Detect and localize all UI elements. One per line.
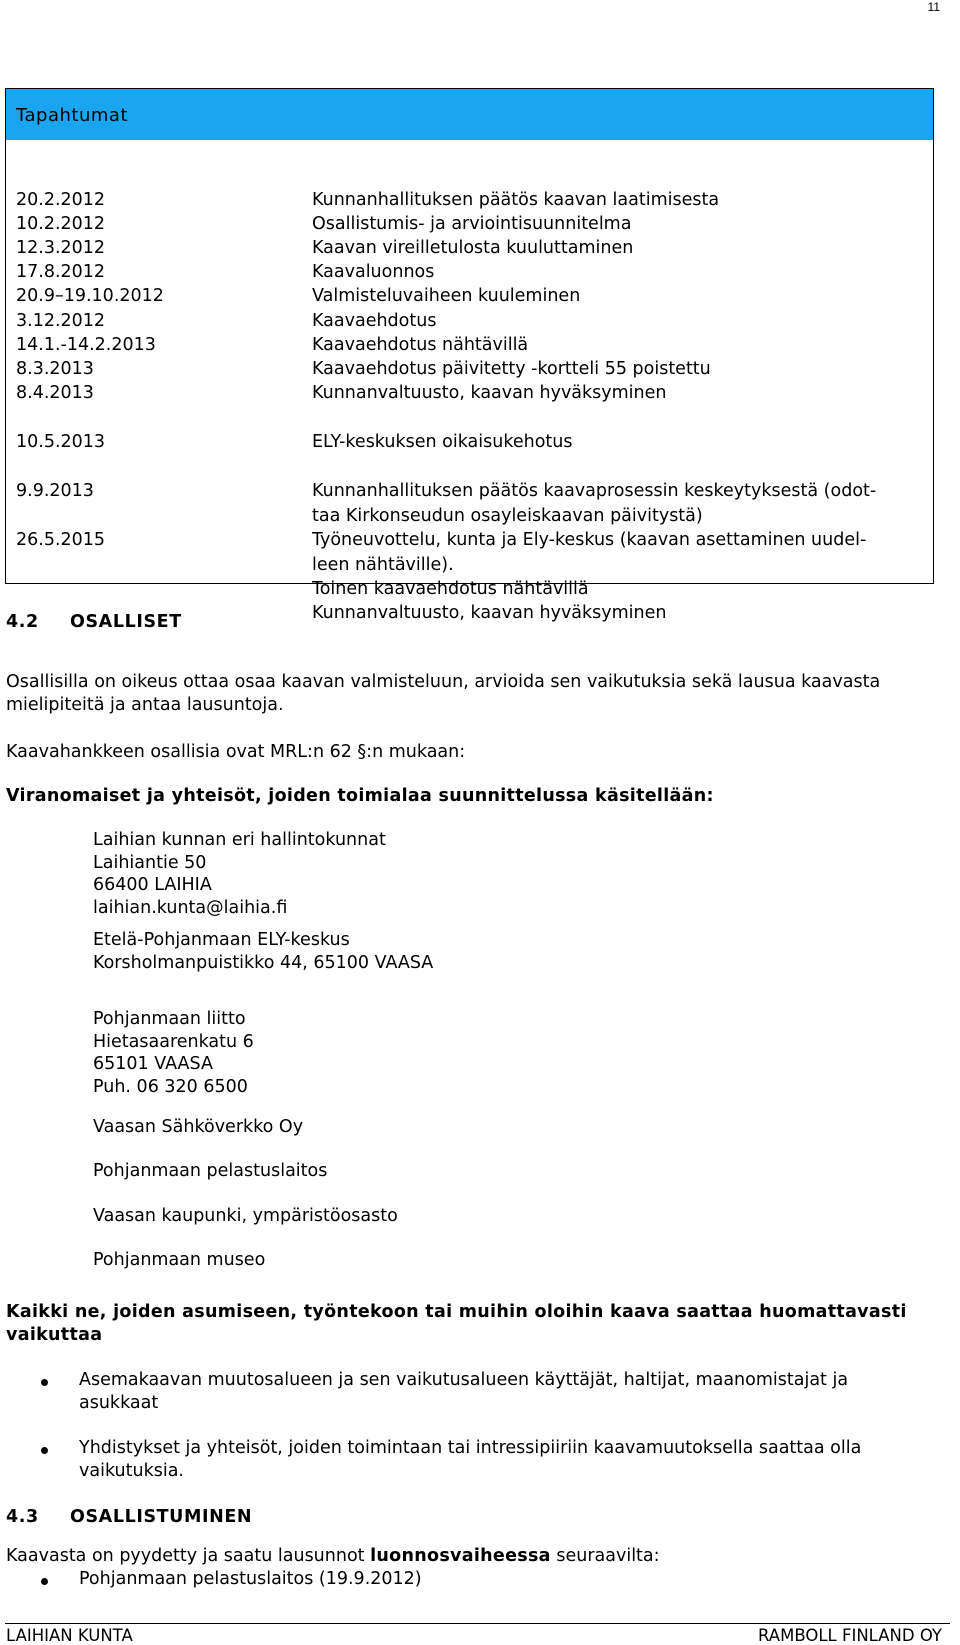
statements-text-bold: luonnosvaiheessa (370, 1546, 551, 1566)
bullet-text: Asemakaavan muutosalueen ja sen vaikutusalueen käyttäjät, haltijat, maanomistajat ja asukkaat (79, 1370, 849, 1413)
event-description: Osallistumis- ja arviointisuunnitelma (312, 214, 632, 234)
footer-right: RAMBOLL FINLAND OY (758, 1626, 942, 1645)
section-number: 4.3 (6, 1507, 39, 1527)
authority-block (93, 1205, 398, 1228)
authority-block (93, 929, 433, 974)
affected-heading: Kaikki ne, joiden asumiseen, työntekoon tai muihin oloihin kaava saattaa huomattavasti vaikuttaa (6, 1302, 907, 1345)
intro-paragraph: Osallisilla on oikeus ottaa osaa kaavan valmisteluun, arvioida sen vaikutuksia sekä lausua kaavasta mielipiteitä ja antaa lausuntoja. (6, 672, 881, 715)
statements-bullet-list (6, 1568, 926, 1591)
authority-line: 65101 VAASA (93, 1054, 213, 1074)
events-table-title: Tapahtumat (16, 105, 128, 126)
section-title: OSALLISET (70, 612, 182, 632)
footer-divider (5, 1623, 950, 1624)
statements-text-after: seuraavilta: (550, 1546, 660, 1566)
statements-paragraph (6, 1545, 936, 1568)
event-description: Kunnanhallituksen päätös kaavaprosessin keskeytyksestä (odot- taa Kirkonseudun osayleiskaavan päivitystä) (312, 481, 877, 526)
authority-line: Puh. 06 320 6500 (93, 1076, 248, 1097)
bullet-icon (41, 1379, 48, 1386)
event-description: Kaavaluonnos (312, 262, 435, 282)
authority-line: Vaasan kaupunki, ympäristöosasto (93, 1206, 398, 1226)
authorities-heading: Viranomaiset ja yhteisöt, joiden toimialaa suunnittelussa käsitellään: (6, 786, 714, 806)
event-date: 10.2.2012 (16, 214, 106, 234)
authority-line: Pohjanmaan liitto (93, 1009, 246, 1029)
event-date: 10.5.2013 (16, 432, 106, 452)
bullet-text: Yhdistykset ja yhteisöt, joiden toimintaan tai intressipiiriin kaavamuutoksella saattaa olla vaikutuksia. (79, 1438, 862, 1481)
event-date: 8.3.2013 (16, 359, 94, 379)
event-date: 17.8.2012 (16, 262, 106, 282)
footer-left: LAIHIAN KUNTA (6, 1626, 133, 1645)
mrl-paragraph: Kaavahankkeen osallisia ovat MRL:n 62 §:n mukaan: (6, 742, 466, 762)
authority-line: laihian.kunta@laihia.fi (93, 897, 288, 918)
affected-bullet-list (6, 1369, 926, 1482)
event-description: ELY-keskuksen oikaisukehotus (312, 432, 573, 452)
event-description: Kunnanvaltuusto, kaavan hyväksyminen (312, 383, 667, 403)
authority-line: Laihiantie 50 (93, 852, 207, 873)
event-description: Kaavaehdotus (312, 311, 437, 331)
event-description: Toinen kaavaehdotus nähtävillä (312, 579, 589, 599)
authority-line: Etelä-Pohjanmaan ELY-keskus (93, 930, 350, 950)
event-date: 20.9–19.10.2012 (16, 286, 164, 306)
event-description: Valmisteluvaiheen kuuleminen (312, 286, 581, 306)
authority-block (93, 1008, 254, 1098)
authority-block (93, 1116, 303, 1139)
event-description: Kunnanvaltuusto, kaavan hyväksyminen (312, 603, 667, 623)
event-description: Työneuvottelu, kunta ja Ely-keskus (kaavan asettaminen uudel- leen nähtäville). (312, 530, 867, 575)
authority-block (93, 1160, 327, 1183)
event-description: Kunnanhallituksen päätös kaavan laatimisesta (312, 190, 720, 210)
event-date: 14.1.-14.2.2013 (16, 335, 156, 355)
bullet-item (6, 1568, 926, 1591)
authority-line: Pohjanmaan pelastuslaitos (93, 1161, 328, 1181)
event-description: Kaavaehdotus nähtävillä (312, 335, 529, 355)
event-date: 3.12.2012 (16, 311, 106, 331)
section-number: 4.2 (6, 612, 39, 632)
bullet-item (6, 1437, 926, 1482)
events-table-header (6, 89, 933, 140)
section-heading-4-3 (6, 1507, 252, 1527)
authority-block (93, 1249, 265, 1272)
authority-line: Pohjanmaan museo (93, 1250, 266, 1270)
authority-line: 66400 LAIHIA (93, 875, 212, 895)
event-date: 26.5.2015 (16, 530, 106, 550)
bullet-text: Pohjanmaan pelastuslaitos (19.9.2012) (79, 1569, 422, 1589)
authority-line: Korsholmanpuistikko 44, 65100 VAASA (93, 952, 434, 973)
event-description: Kaavan vireilletulosta kuuluttaminen (312, 238, 634, 258)
authority-line: Laihian kunnan eri hallintokunnat (93, 830, 386, 850)
section-heading-4-2 (6, 612, 182, 632)
authority-line: Hietasaarenkatu 6 (93, 1031, 254, 1052)
bullet-item (6, 1369, 926, 1414)
bullet-icon (41, 1578, 48, 1585)
page-number: 11 (927, 0, 940, 14)
event-date: 8.4.2013 (16, 383, 94, 403)
bullet-icon (41, 1447, 48, 1454)
event-description: Kaavaehdotus päivitetty -kortteli 55 poistettu (312, 359, 711, 379)
authority-line: Vaasan Sähköverkko Oy (93, 1117, 304, 1137)
event-date: 12.3.2012 (16, 238, 106, 258)
authority-block (93, 829, 386, 919)
statements-text-before: Kaavasta on pyydetty ja saatu lausunnot (6, 1546, 371, 1566)
event-date: 9.9.2013 (16, 481, 94, 501)
event-date: 20.2.2012 (16, 190, 106, 210)
section-title: OSALLISTUMINEN (70, 1507, 253, 1527)
